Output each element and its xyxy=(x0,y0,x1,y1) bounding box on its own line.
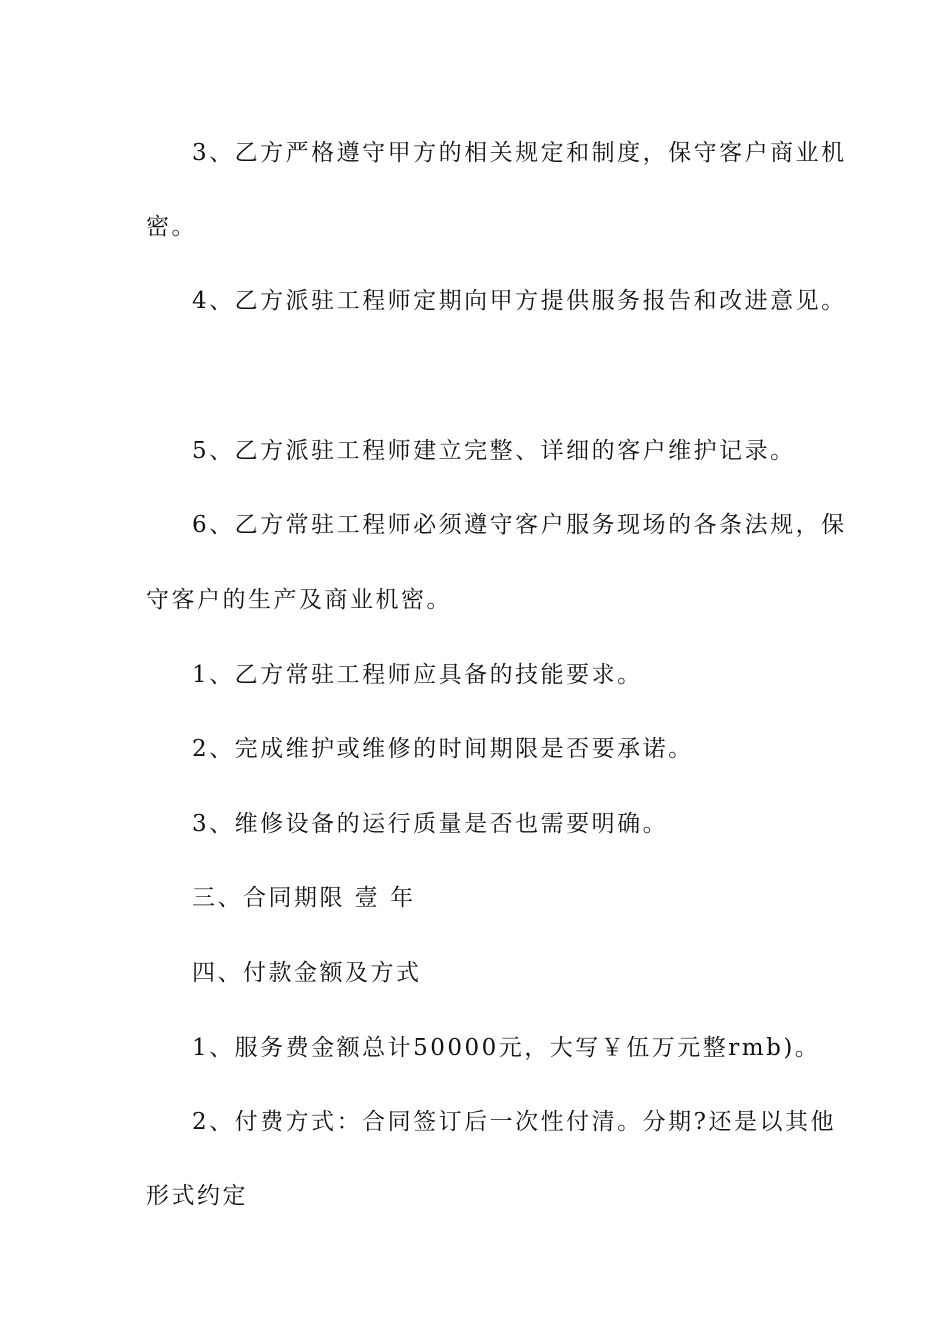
paragraph-line: 密。 xyxy=(146,214,197,240)
paragraph-line: 5、乙方派驻工程师建立完整、详细的客户维护记录。 xyxy=(192,438,796,464)
paragraph-line: 1、服务费金额总计50000元，大写￥伍万元整rmb)。 xyxy=(192,1035,821,1061)
paragraph-line: 6、乙方常驻工程师必须遵守客户服务现场的各条法规，保 xyxy=(192,512,847,538)
paragraph-line: 3、维修设备的运行质量是否也需要明确。 xyxy=(192,811,669,837)
section-heading: 四、付款金额及方式 xyxy=(192,960,422,986)
paragraph-line: 守客户的生产及商业机密。 xyxy=(146,587,452,613)
paragraph-line: 1、乙方常驻工程师应具备的技能要求。 xyxy=(192,662,643,688)
paragraph-line: 3、乙方严格遵守甲方的相关规定和制度，保守客户商业机 xyxy=(192,140,847,166)
paragraph-line: 2、付费方式：合同签订后一次性付清。分期?还是以其他 xyxy=(192,1109,836,1135)
paragraph-line: 4、乙方派驻工程师定期向甲方提供服务报告和改进意见。 xyxy=(192,288,847,314)
paragraph-line: 2、完成维护或维修的时间期限是否要承诺。 xyxy=(192,736,694,762)
section-heading: 三、合同期限 壹 年 xyxy=(192,885,416,911)
paragraph-line: 形式约定 xyxy=(146,1183,248,1209)
